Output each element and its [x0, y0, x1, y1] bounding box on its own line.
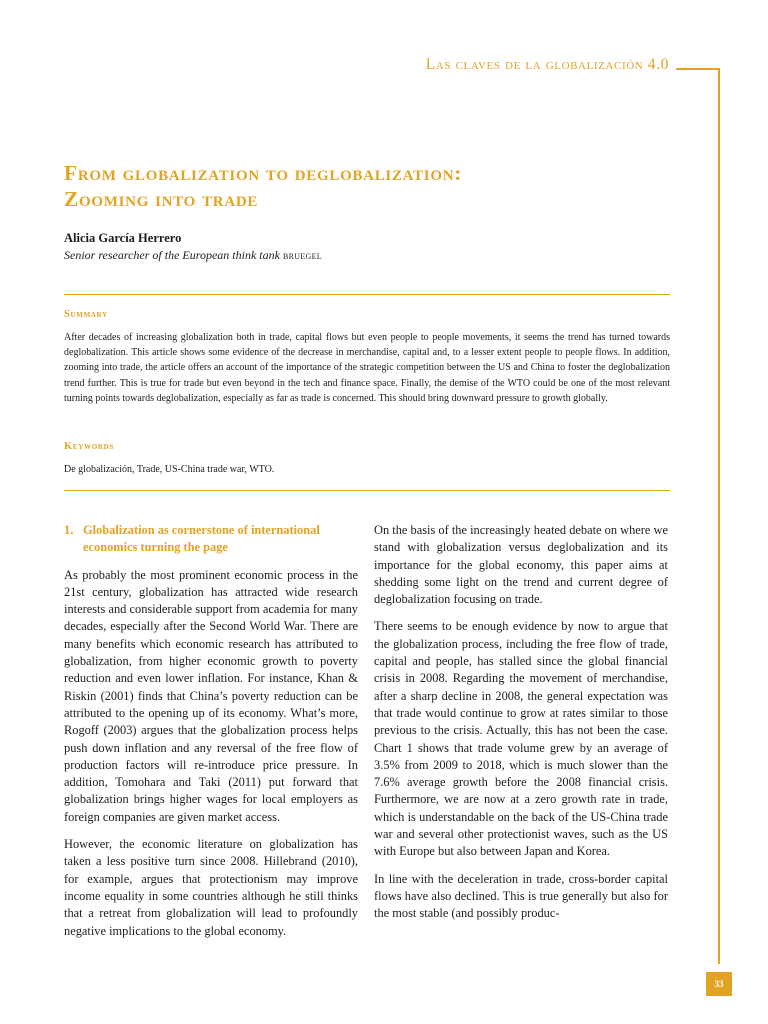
summary-text: After decades of increasing globalization both in trade, capital flows but even people to people movements, it seems the trend has turned towards deglobalization. This article shows some evidence of the decrease in merchandise, capital and, to a lesser extent people to people flows. In addition, zooming into trade, the article offers an account of the importance of the strategic competition between the US and China to foster the deglobalization trend further. This is true for trade but even beyond in the tech and finance space. Finally, the demise of the WTO could be one of the most relevant turning points towards deglobalization, especially as far as trade is concerned. This should bring downward pressure to growth globally. [64, 332, 670, 404]
divider-top [64, 294, 670, 295]
summary-label: Summary [64, 309, 108, 320]
right-paragraph: There seems to be enough evidence by now to argue that the globalization process, including the free flow of trade, capital and people, has stalled since the global financial crisis in 2008. Regarding the movement of merchandise, after a sharp decline in 2008, the general expectation was that trade would continue to grow at rates similar to those previous to the crisis. Actually, this has not been the case. Chart 1 shows that trade volume grew by an average of 3.5% from 2009 to 2018, which is much slower than the 7.6% average growth before the 2008 financial crisis. Furthermore, we are now at a zero growth rate in trade, which is understandable on the back of the US-China trade war and several other protectionist waves, such as the US with Europe but also between Japan and Korea. [374, 619, 668, 859]
section-number: 1. [64, 523, 74, 537]
left-column [64, 522, 358, 950]
title-line-1: From globalization to deglobalization: [64, 161, 463, 185]
keywords-text: De globalización, Trade, US-China trade war, WTO. [64, 464, 275, 475]
article-title [64, 160, 684, 212]
left-paragraph: However, the economic literature on globalization has taken a less positive turn since 2008. Hillebrand (2010), for example, argues that protectionism may improve income equality in some countries although he still thinks that a retreat from globalization will lead to profoundly negative implications to the global economy. [64, 837, 358, 938]
section-heading [64, 522, 358, 557]
right-column [374, 522, 668, 933]
running-head: Las claves de la globalización 4.0 [425, 56, 669, 73]
affiliation-org: bruegel [282, 248, 322, 262]
divider-bottom [64, 490, 670, 491]
affiliation-text: Senior researcher of the European think tank [64, 248, 280, 262]
header-rule [676, 68, 720, 70]
keywords-label: Keywords [64, 441, 114, 452]
margin-rule [718, 68, 720, 964]
left-paragraph: As probably the most prominent economic process in the 21st century, globalization has attracted wide research interests and considerable support from academia for many decades, especially after the Second World War. There are many benefits which economic research has attributed to globalization, from higher economic growth to poverty reduction and even lower inflation. For instance, Khan & Riskin (2001) finds that China’s poverty reduction can be attributed to the opening up of its economy. What’s more, Rogoff (2003) argues that the globalization process helps push down inflation and any reversal of the free flow of production factors will re-introduce price pressure. In addition, Tomohara and Taki (2011) put forward that globalization brings higher wages for local employers as foreign companies are given market access. [64, 567, 358, 824]
section-title: Globalization as cornerstone of international economics turning the page [83, 523, 320, 555]
page-number: 33 [706, 972, 732, 996]
right-paragraph: On the basis of the increasingly heated debate on where we stand with globalization versus deglobalization and its importance for the global economy, this paper aims at shedding some light on the trend and current degree of deglobalization focusing on trade. [374, 523, 668, 607]
right-paragraph: In line with the deceleration in trade, cross-border capital flows have also declined. This is true generally but also for the most stable (and possibly produc- [374, 871, 668, 921]
author-name: Alicia García Herrero [64, 231, 182, 245]
title-line-2: Zooming into trade [64, 187, 259, 211]
author-affiliation [64, 248, 322, 263]
